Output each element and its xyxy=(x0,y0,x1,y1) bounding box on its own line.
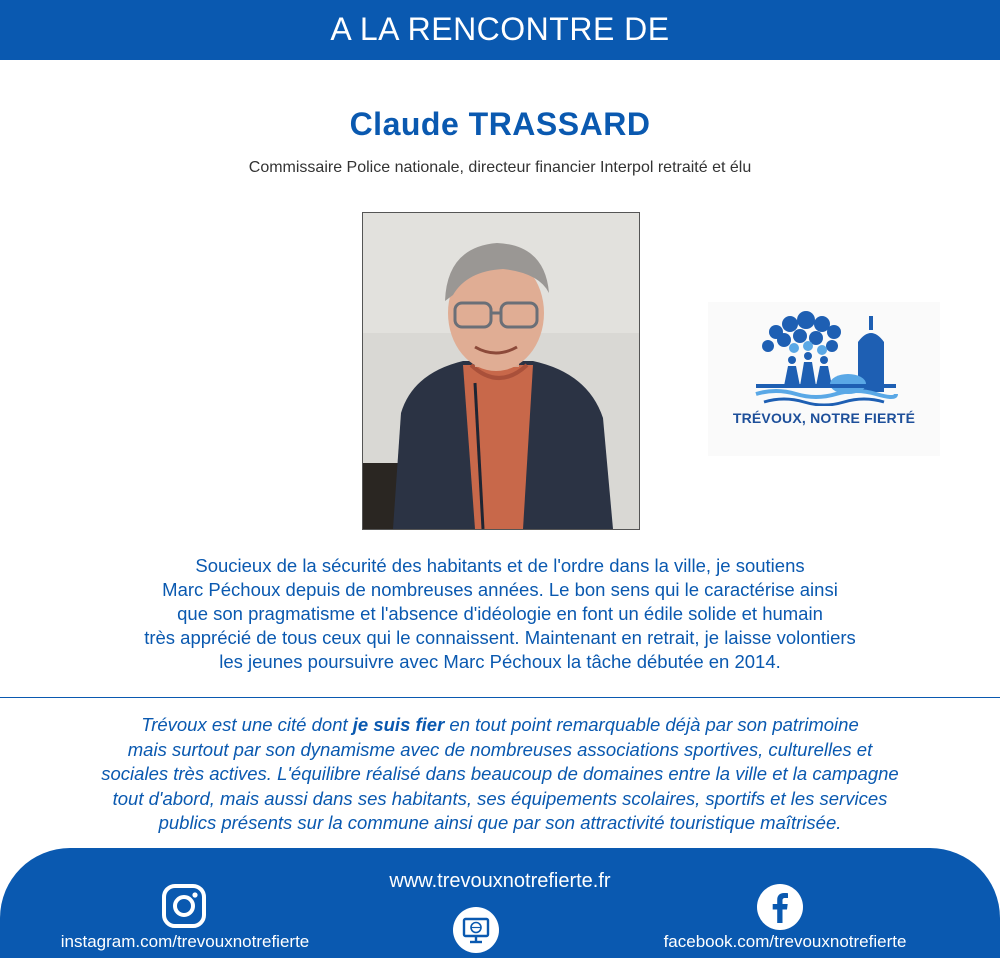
instagram-icon[interactable] xyxy=(161,883,207,929)
quote-line: Marc Péchoux depuis de nombreuses années. Le bon sens qui le caractérise ainsi xyxy=(162,579,838,600)
statement-text: Trévoux est une cité dont xyxy=(141,714,353,735)
logo-emblem-icon xyxy=(708,302,940,406)
statement-line: sociales très actives. L'équilibre réalisé dans beaucoup de domaines entre la ville et la campagne xyxy=(101,763,899,784)
person-role: Commissaire Police nationale, directeur financier Interpol retraité et élu xyxy=(248,159,752,176)
person-name: Claude TRASSARD xyxy=(349,106,651,142)
facebook-icon[interactable] xyxy=(756,883,804,931)
trevoux-statement xyxy=(0,713,1000,836)
portrait-illustration xyxy=(363,213,639,529)
quote-line: très apprécié de tous ceux qui le connaissent. Maintenant en retrait, je laisse volontiers xyxy=(144,627,856,648)
website-link[interactable]: www.trevouxnotrefierte.fr xyxy=(389,870,611,892)
portrait-photo xyxy=(362,212,640,530)
statement-line: mais surtout par son dynamisme avec de nombreuses associations sportives, culturelles et xyxy=(127,738,873,760)
banner-title: A LA RENCONTRE DE xyxy=(330,11,670,47)
endorsement-quote xyxy=(40,554,960,674)
top-banner xyxy=(0,0,1000,60)
footer xyxy=(0,848,1000,958)
statement-line: publics présents sur la commune ainsi que par son attractivité touristique maîtrisée. xyxy=(158,812,842,833)
statement-line xyxy=(0,713,1000,738)
quote-line: que son pragmatisme et l'absence d'idéologie en font un édile solide et humain xyxy=(177,603,823,624)
logo-text: TRÉVOUX, NOTRE FIERTÉ xyxy=(732,410,916,426)
quote-line: les jeunes poursuivre avec Marc Péchoux la tâche débutée en 2014. xyxy=(219,651,781,672)
trevoux-logo xyxy=(708,302,940,456)
section-divider xyxy=(0,697,1000,698)
website-icon[interactable] xyxy=(452,906,500,954)
statement-text: en tout point remarquable déjà par son patrimoine xyxy=(444,714,859,735)
statement-line: tout d'abord, mais aussi dans ses habitants, ses équipements scolaires, sportifs et les services xyxy=(112,787,888,809)
statement-emphasis: je suis fier xyxy=(352,714,445,735)
quote-line: Soucieux de la sécurité des habitants et de l'ordre dans la ville, je soutiens xyxy=(195,555,805,576)
instagram-link[interactable]: instagram.com/trevouxnotrefierte xyxy=(60,932,310,951)
facebook-link[interactable]: facebook.com/trevouxnotrefierte xyxy=(663,932,907,951)
